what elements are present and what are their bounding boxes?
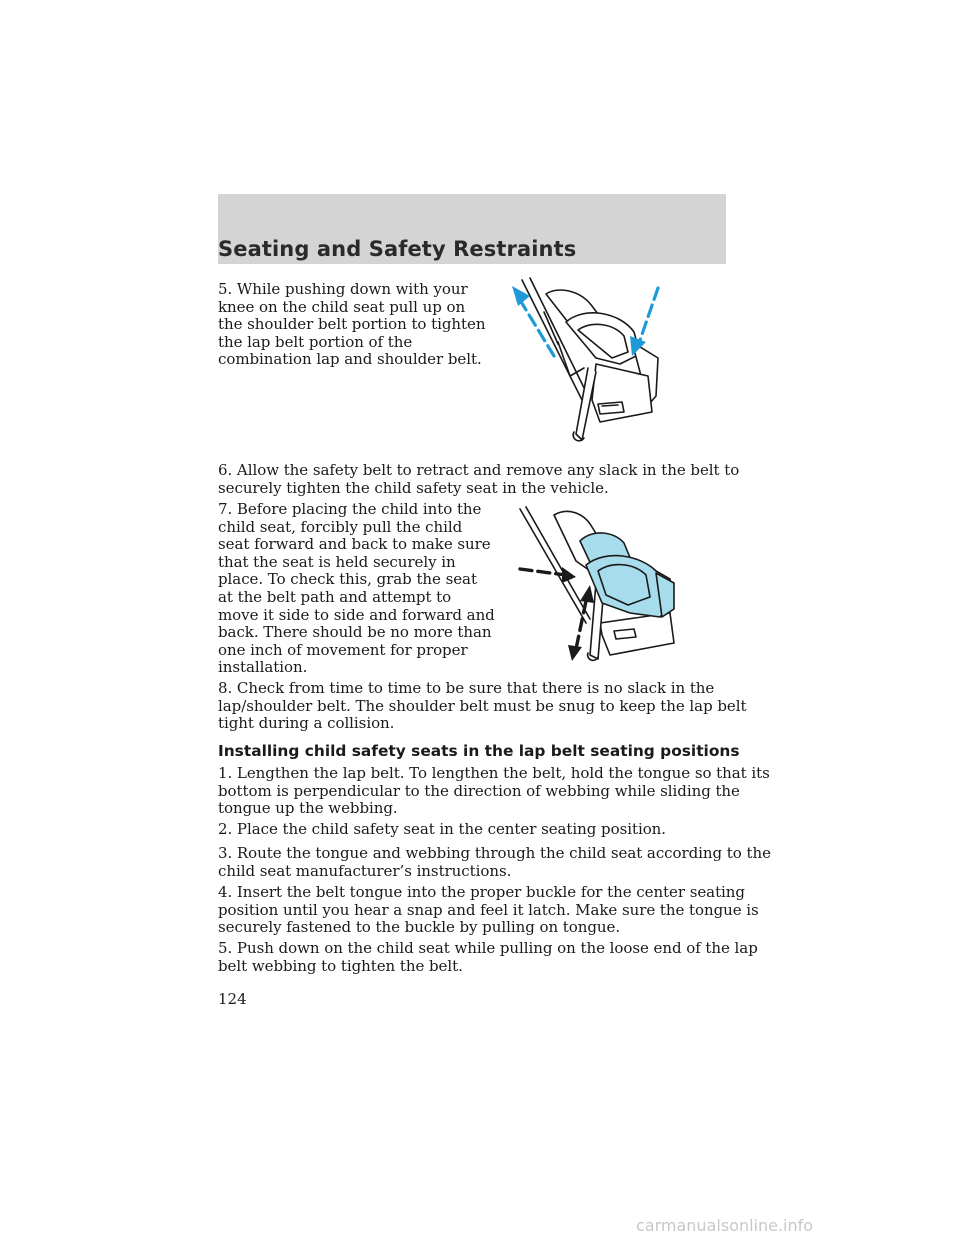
text-line: 6. Allow the safety belt to retract and remove any slack in the belt to xyxy=(218,461,740,479)
step-8-paragraph xyxy=(218,679,747,733)
text-line: bottom is perpendicular to the direction of webbing while sliding the xyxy=(218,781,740,800)
text-line: installation. xyxy=(218,658,308,677)
text-line: knee on the child seat pull up on xyxy=(218,297,466,316)
text-line: 3. Route the tongue and webbing through the child seat according to the xyxy=(218,844,771,862)
text-line: lap/shoulder belt. The shoulder belt must be snug to keep the lap belt xyxy=(218,696,747,715)
text-line: child seat, forcibly pull the child xyxy=(218,517,463,536)
watermark-text: carmanualsonline.info xyxy=(636,1216,814,1235)
lap-belt-heading: Installing child safety seats in the lap belt seating positions xyxy=(218,742,740,760)
section-title: Seating and Safety Restraints xyxy=(218,237,577,261)
text-line: move it side to side and forward and xyxy=(218,605,495,624)
arrow-head-down-small xyxy=(568,645,582,661)
arrow-head-up-small xyxy=(580,585,594,603)
text-line: combination lap and shoulder belt. xyxy=(218,350,482,369)
text-line: tight during a collision. xyxy=(218,714,395,733)
lap-step-5-paragraph xyxy=(218,939,758,975)
text-line: 1. Lengthen the lap belt. To lengthen the belt, hold the tongue so that its xyxy=(218,764,770,782)
child-seat-check-illustration xyxy=(510,505,680,665)
text-line: 7. Before placing the child into the xyxy=(218,500,482,518)
text-line: at the belt path and attempt to xyxy=(218,587,452,606)
text-line: 2. Place the child safety seat in the center seating position. xyxy=(218,820,666,838)
text-line: one inch of movement for proper xyxy=(218,640,468,659)
step-6-paragraph xyxy=(218,461,740,497)
text-line: place. To check this, grab the seat xyxy=(218,570,477,589)
text-line: 5. While pushing down with your xyxy=(218,280,468,298)
blue-arrow-down xyxy=(638,288,658,346)
text-line: tongue up the webbing. xyxy=(218,799,398,818)
text-line: securely tighten the child safety seat in the vehicle. xyxy=(218,478,609,497)
lap-step-1-paragraph xyxy=(218,764,770,818)
text-line: that the seat is held securely in xyxy=(218,552,456,571)
text-line: securely fastened to the buckle by pulling on tongue. xyxy=(218,918,621,937)
text-line: 8. Check from time to time to be sure that there is no slack in the xyxy=(218,679,715,697)
text-line: child seat manufacturer’s instructions. xyxy=(218,861,512,880)
text-line: seat forward and back to make sure xyxy=(218,535,491,554)
arrow-head-forward xyxy=(562,567,576,583)
text-line: the lap belt portion of the xyxy=(218,332,413,351)
text-line: position until you hear a snap and feel it latch. Make sure the tongue is xyxy=(218,900,759,919)
page-number: 124 xyxy=(218,990,247,1008)
text-line: the shoulder belt portion to tighten xyxy=(218,315,486,334)
text-line: 4. Insert the belt tongue into the proper buckle for the center seating xyxy=(218,883,745,901)
black-arrow-forward xyxy=(520,569,566,575)
lap-step-2-paragraph xyxy=(218,821,718,839)
text-line: 5. Push down on the child seat while pulling on the loose end of the lap xyxy=(218,939,758,957)
step-7-paragraph xyxy=(218,500,495,677)
lap-step-4-paragraph xyxy=(218,883,759,937)
step-5-paragraph xyxy=(218,281,486,369)
lap-step-3-paragraph xyxy=(218,844,771,880)
child-seat-tighten-illustration xyxy=(500,272,670,444)
text-line: belt webbing to tighten the belt. xyxy=(218,956,463,975)
text-line: back. There should be no more than xyxy=(218,623,492,642)
